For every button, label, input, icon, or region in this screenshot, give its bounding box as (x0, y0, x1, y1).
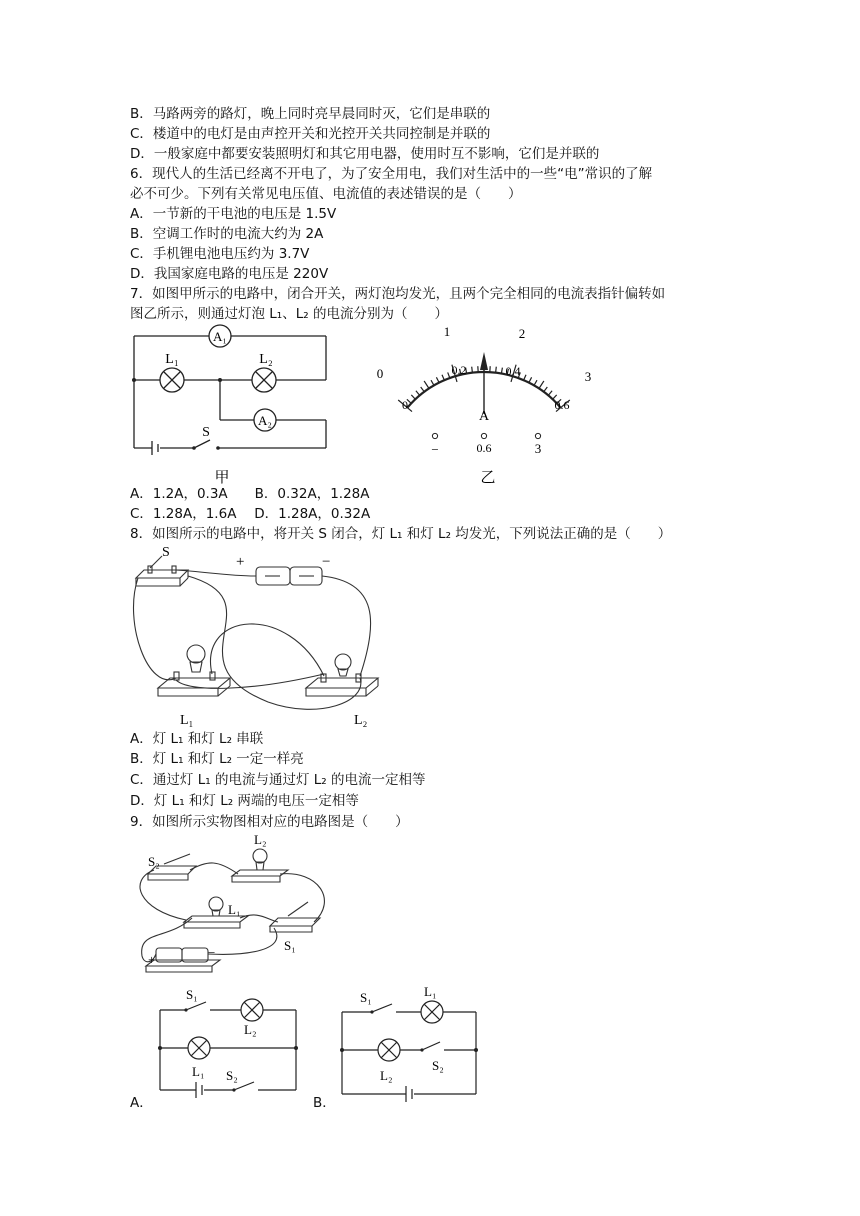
q8-option-d: D．灯 L₁ 和灯 L₂ 两端的电压一定相等 (130, 793, 359, 809)
q5-option-b: B．马路两旁的路灯，晚上同时亮早晨同时灭，它们是串联的 (130, 106, 491, 122)
ammeter-a2-label: A₂ (258, 413, 272, 428)
figure-7-jia-circuit (128, 322, 338, 490)
dial-tick (539, 381, 544, 389)
option-b-circuit (334, 978, 494, 1102)
dial-top-label-2: 2 (518, 326, 526, 341)
lamp-l1-label: L₁ (165, 352, 179, 367)
figure-7-yi-ammeter (368, 322, 608, 492)
lamp-l2-label: L₂ (254, 832, 267, 847)
switch-s-label: S (202, 425, 210, 440)
option-a-l1-label: L₁ (192, 1064, 205, 1079)
switch-s-label: S (162, 545, 170, 560)
q6-option-b: B．空调工作时的电流大约为 2A (130, 226, 324, 242)
terminal-minus-label: − (431, 442, 439, 457)
q6-option-d: D．我国家庭电路的电压是 220V (130, 266, 329, 282)
q5-option-d: D．一般家庭中都要安装照明灯和其它用电器，使用时互不影响，它们是并联的 (130, 146, 600, 162)
q6-option-c: C．手机锂电池电压约为 3.7V (130, 246, 310, 262)
dial-top-label-3: 3 (584, 369, 592, 384)
option-a-s2-label: S₂ (226, 1068, 238, 1083)
figure-8-physical-circuit (128, 542, 388, 730)
option-a-l2-label: L₂ (244, 1022, 257, 1037)
dial-bottom-label-0: 0 (402, 398, 408, 412)
q9-stem: 9．如图所示实物图相对应的电路图是（ ） (130, 814, 409, 830)
dial-tick (424, 381, 429, 389)
q5-option-c: C．楼道中的电灯是由声控开关和光控开关共同控制是并联的 (130, 126, 491, 142)
q8-stem: 8．如图所示的电路中，将开关 S 闭合，灯 L₁ 和灯 L₂ 均发光，下列说法正确的是（ ） (130, 526, 672, 542)
q8-option-b: B．灯 L₁ 和灯 L₂ 一定一样亮 (130, 751, 304, 767)
switch-s2-label: S₂ (148, 854, 160, 869)
option-b-l1-label: L₁ (424, 984, 437, 999)
option-b-label: B． (313, 1095, 336, 1111)
option-b-l2-label: L₂ (380, 1068, 393, 1083)
dial-bottom-label-0.4: 0.4 (505, 364, 521, 378)
q6-stem-1: 6．现代人的生活已经离不开电了，为了安全用电，我们对生活中的一些“电”常识的了解 (130, 166, 653, 182)
option-a-label: A． (130, 1095, 153, 1111)
q6-stem-2: 必不可少。下列有关常见电压值、电流值的表述错误的是（ ） (130, 186, 522, 202)
lamp-l2-label: L₂ (354, 713, 368, 728)
q7-options-ab: A．1.2A，0.3A B．0.32A，1.28A (130, 486, 370, 502)
battery-plus-label: + (148, 952, 156, 967)
ammeter-a1-label: A₁ (213, 329, 227, 344)
lamp-l2-label: L₂ (259, 352, 273, 367)
lamp-l1-label: L₁ (228, 902, 241, 917)
option-b-s1-label: S₁ (360, 990, 372, 1005)
dial-top-label-0: 0 (376, 366, 384, 381)
q8-option-c: C．通过灯 L₁ 的电流与通过灯 L₂ 的电流一定相等 (130, 772, 426, 788)
q7-stem-2: 图乙所示，则通过灯泡 L₁、L₂ 的电流分别为（ ） (130, 306, 448, 322)
switch-s1-label: S₁ (284, 938, 296, 953)
option-a-circuit (150, 982, 310, 1108)
figure-jia-caption: 甲 (214, 470, 230, 486)
dial-top-label-1: 1 (443, 324, 451, 339)
terminal-0.6-label: 0.6 (476, 441, 492, 455)
q7-stem-1: 7．如图甲所示的电路中，闭合开关，两灯泡均发光，且两个完全相同的电流表指针偏转如 (130, 286, 666, 302)
battery-minus-label: − (208, 945, 216, 960)
q7-options-cd: C．1.28A，1.6A D．1.28A，0.32A (130, 506, 371, 522)
lamp-l1-label: L₁ (180, 713, 194, 728)
dial-bottom-label-0.2: 0.2 (451, 363, 467, 377)
battery-minus-label: − (322, 554, 331, 570)
option-b-s2-label: S₂ (432, 1058, 444, 1073)
figure-9-physical-circuit (128, 830, 348, 980)
battery-plus-label: + (236, 554, 245, 570)
figure-yi-caption: 乙 (480, 470, 496, 486)
terminal-3-label: 3 (534, 441, 542, 456)
dial-bottom-label-0.6: 0.6 (554, 398, 570, 412)
q6-option-a: A．一节新的干电池的电压是 1.5V (130, 206, 337, 222)
dial-unit-label: A (478, 409, 490, 424)
option-a-s1-label: S₁ (186, 987, 198, 1002)
q8-option-a: A．灯 L₁ 和灯 L₂ 串联 (130, 731, 264, 747)
